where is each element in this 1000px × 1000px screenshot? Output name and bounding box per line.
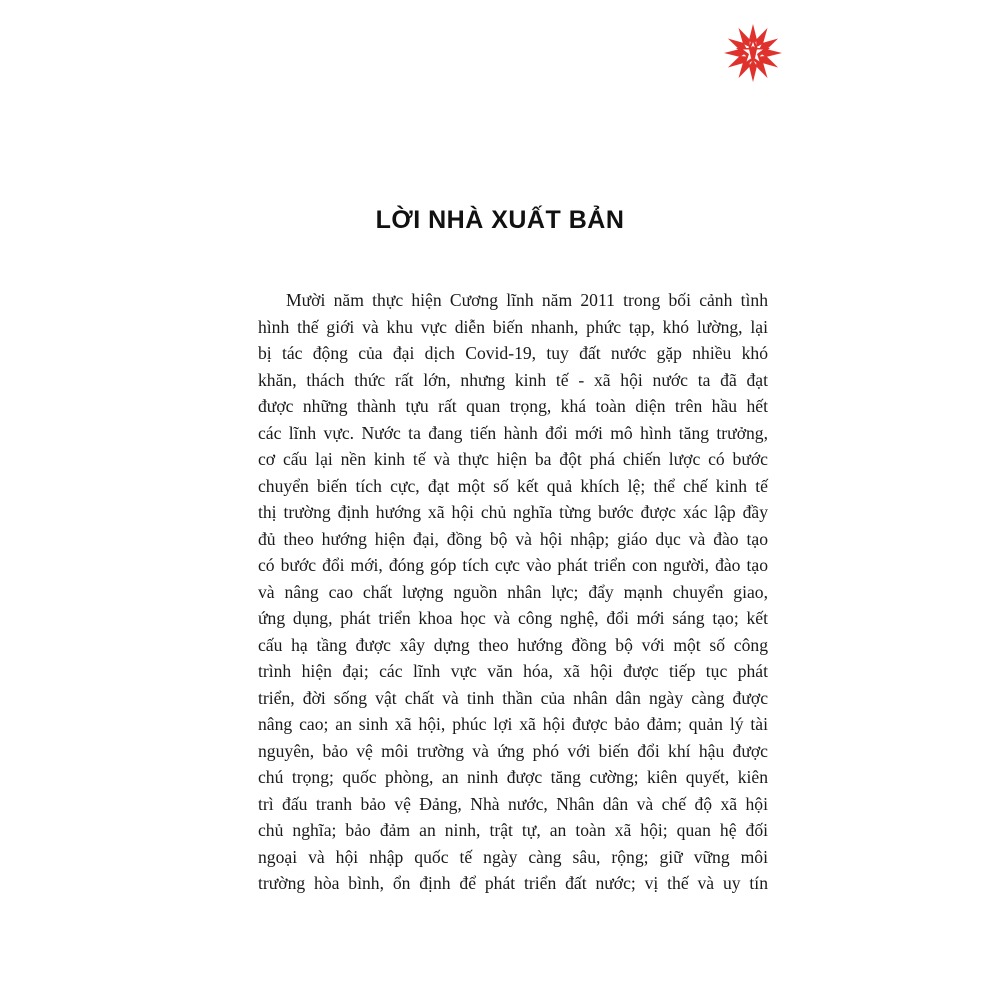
paragraph-line: các lĩnh vực. Nước ta đang tiến hành đổi mới mô hình tăng trưởng, xyxy=(258,422,768,443)
paragraph-line: thị trường định hướng xã hội chủ nghĩa từng bước được xác lập đầy xyxy=(258,502,768,522)
paragraph-line: trì đấu tranh bảo vệ Đảng, Nhà nước, Nhân dân và chế độ xã hội xyxy=(258,793,768,814)
paragraph-line: đủ theo hướng hiện đại, đồng bộ và hội nhập; giáo dục và đào tạo xyxy=(258,528,768,549)
paragraph-line: Mười năm thực hiện Cương lĩnh năm 2011 trong bối cảnh tình xyxy=(286,290,768,310)
paragraph-line: cấu hạ tầng được xây dựng theo hướng đồng bộ với một số công xyxy=(258,634,768,655)
paragraph-line: hình thế giới và khu vực diễn biến nhanh, phức tạp, khó lường, lại xyxy=(258,316,768,337)
paragraph-line: triển, đời sống vật chất và tinh thần của nhân dân ngày càng được xyxy=(258,687,768,708)
paragraph-line: được những thành tựu rất quan trọng, khá toàn diện trên hầu hết xyxy=(258,396,768,416)
paragraph-line: trình hiện đại; các lĩnh vực văn hóa, xã hội được tiếp tục phát xyxy=(258,661,768,681)
paragraph-line: chuyển biến tích cực, đạt một số kết quả khích lệ; thể chế kinh tế xyxy=(258,475,768,496)
paragraph-line: và nâng cao chất lượng nguồn nhân lực; đẩy mạnh chuyển giao, xyxy=(258,581,768,602)
preface-paragraph xyxy=(258,287,768,897)
paragraph-line: cơ cấu lại nền kinh tế và thực hiện ba đột phá chiến lược có bước xyxy=(258,449,768,469)
paragraph-line: ngoại và hội nhập quốc tế ngày càng sâu, rộng; giữ vững môi xyxy=(258,846,768,867)
paragraph-line: trường hòa bình, ổn định để phát triển đất nước; vị thế và uy tín xyxy=(258,873,768,893)
paragraph-line: chú trọng; quốc phòng, an ninh được tăng cường; kiên quyết, kiên xyxy=(258,767,768,787)
paragraph-line: ứng dụng, phát triển khoa học và công nghệ, đổi mới sáng tạo; kết xyxy=(258,608,768,628)
paragraph-line: nguyên, bảo vệ môi trường và ứng phó với biến đổi khí hậu được xyxy=(258,740,768,761)
paragraph-line: chủ nghĩa; bảo đảm an ninh, trật tự, an toàn xã hội; quan hệ đối xyxy=(258,820,768,840)
paragraph-line: khăn, thách thức rất lớn, nhưng kinh tế - xã hội nước ta đã đạt xyxy=(258,369,768,390)
paragraph-line: nâng cao; an sinh xã hội, phúc lợi xã hội được bảo đảm; quản lý tài xyxy=(258,714,768,734)
paragraph-line: có bước đổi mới, đóng góp tích cực vào phát triển con người, đào tạo xyxy=(258,555,768,575)
page-title: LỜI NHÀ XUẤT BẢN xyxy=(375,206,625,234)
paragraph-line: bị tác động của đại dịch Covid-19, tuy đất nước gặp nhiều khó xyxy=(258,343,768,363)
publisher-star-logo-icon xyxy=(722,22,784,84)
